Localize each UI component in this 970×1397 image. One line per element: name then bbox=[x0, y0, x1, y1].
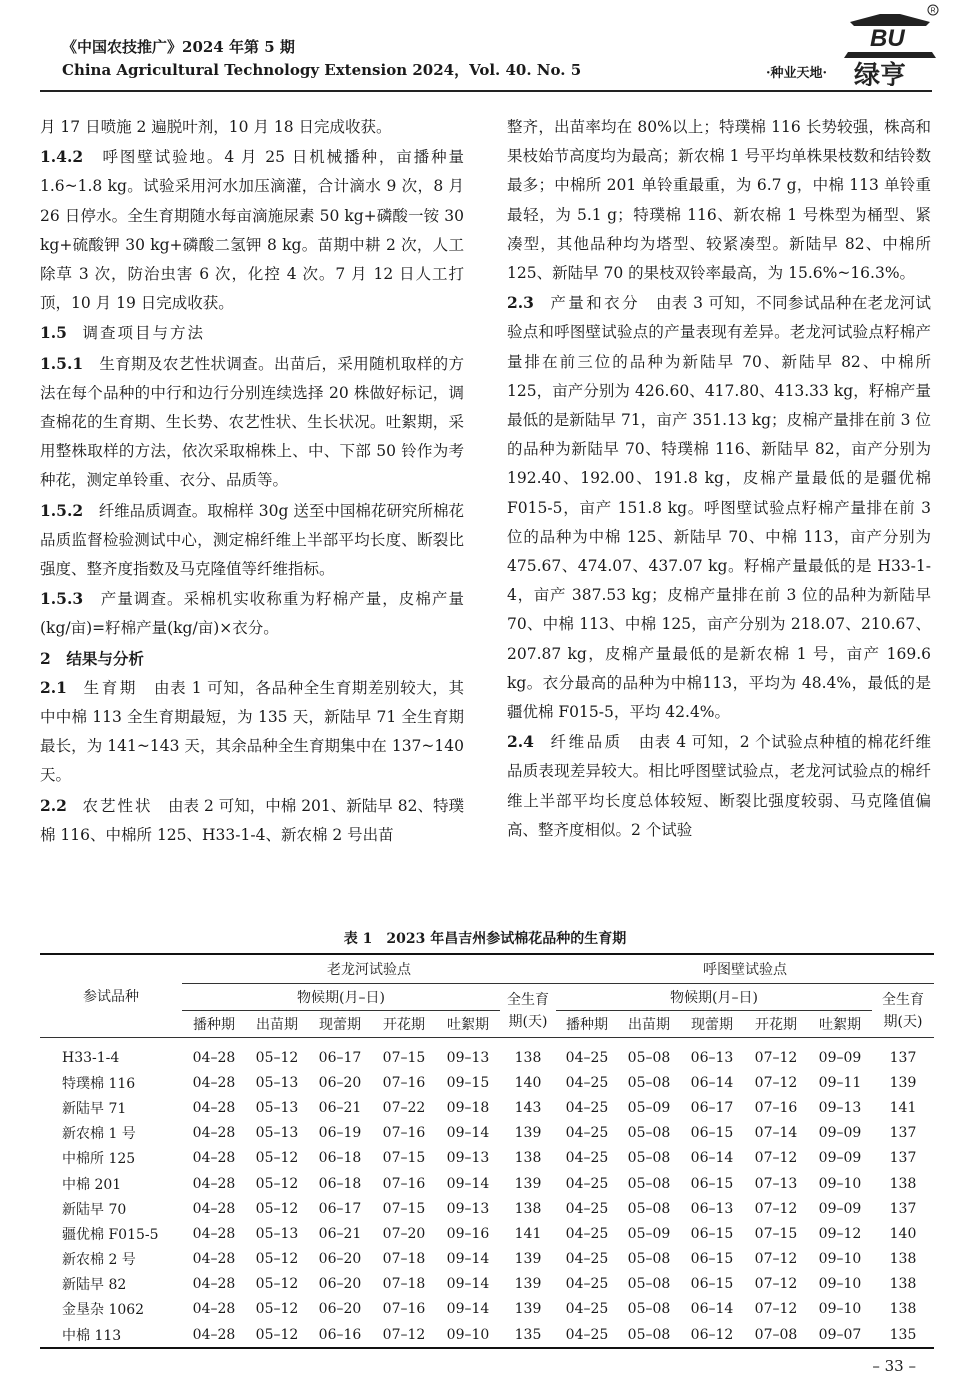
site2-total-cell: 137 bbox=[889, 1049, 917, 1066]
site1-date-cell: 09–14 bbox=[446, 1251, 490, 1268]
subsection-heading: 1.5 调查项目与方法 bbox=[40, 323, 205, 343]
site2-total-cell: 138 bbox=[889, 1175, 917, 1192]
table-row bbox=[40, 1322, 934, 1348]
site2-date-cell: 09–10 bbox=[818, 1276, 862, 1293]
site1-date-cell: 04–28 bbox=[192, 1175, 236, 1192]
lvheng-logo-icon bbox=[840, 2, 940, 86]
stage-header: 现蕾期 bbox=[308, 1011, 372, 1038]
site2-header: 呼图壁试验点 bbox=[556, 954, 934, 984]
site1-date-cell: 06–20 bbox=[318, 1301, 362, 1318]
table-caption: 表 1 2023 年昌吉州参试棉花品种的生育期 bbox=[343, 931, 627, 947]
site1-date-cell: 09–15 bbox=[446, 1074, 490, 1091]
site2-date-cell: 07–12 bbox=[754, 1200, 798, 1217]
site1-date-cell: 09–14 bbox=[446, 1276, 490, 1293]
stage-header: 吐絮期 bbox=[436, 1011, 500, 1038]
site2-date-cell: 04–25 bbox=[565, 1301, 609, 1318]
site1-date-cell: 07–18 bbox=[382, 1251, 426, 1268]
site2-date-cell: 09–09 bbox=[818, 1150, 862, 1167]
site1-date-cell: 06–20 bbox=[318, 1074, 362, 1091]
site1-date-cell: 06–16 bbox=[308, 1322, 372, 1348]
variety-cell: 疆优棉 F015-5 bbox=[62, 1226, 159, 1243]
site1-date-cell: 09–13 bbox=[446, 1150, 490, 1167]
site2-date-cell: 09–09 bbox=[818, 1049, 862, 1066]
paragraph: 月 17 日喷施 2 遍脱叶剂，10 月 18 日完成收获。 bbox=[40, 118, 392, 136]
site2-date-cell: 05–08 bbox=[627, 1150, 671, 1167]
site2-date-cell: 04–25 bbox=[565, 1099, 609, 1116]
site2-date-cell: 06–15 bbox=[690, 1175, 734, 1192]
paragraph: 2.4 纤维品质 由表 4 可知，2 个试验点种植的棉花纤维品质表现差异较大。相比呼图壁试验点，老龙河试验点的棉纤维上半部平均长度总体较短、断裂比强度较弱、马克隆值偏高、整齐度相似。2 个试验 bbox=[507, 732, 931, 839]
site2-date-cell: 06–15 bbox=[690, 1125, 734, 1142]
site1-date-cell: 07–16 bbox=[382, 1125, 426, 1142]
site1-date-cell: 06–17 bbox=[318, 1200, 362, 1217]
site2-date-cell: 05–08 bbox=[627, 1074, 671, 1091]
site2-date-cell: 06–13 bbox=[690, 1200, 734, 1217]
variety-cell: 中棉 113 bbox=[40, 1322, 182, 1348]
site1-date-cell: 04–28 bbox=[192, 1200, 236, 1217]
site1-date-cell: 05–13 bbox=[255, 1225, 299, 1242]
site2-date-cell: 05–08 bbox=[627, 1301, 671, 1318]
site1-date-cell: 07–16 bbox=[382, 1175, 426, 1192]
variety-cell: 新农棉 2 号 bbox=[62, 1252, 136, 1269]
site1-total-cell: 138 bbox=[514, 1049, 542, 1066]
site1-date-cell: 05–13 bbox=[255, 1074, 299, 1091]
growth-period-table bbox=[40, 953, 934, 1349]
site2-date-cell: 04–25 bbox=[565, 1049, 609, 1066]
site2-date-cell: 07–12 bbox=[754, 1049, 798, 1066]
site2-date-cell: 06–15 bbox=[690, 1225, 734, 1242]
table-row bbox=[40, 1196, 934, 1221]
site2-date-cell: 06–14 bbox=[690, 1150, 734, 1167]
stage-header: 出苗期 bbox=[246, 1011, 308, 1038]
paragraph: 1.4.2 呼图壁试验地。4 月 25 日机械播种，亩播种量 1.6~1.8 kg。试验采用河水加压滴灌，合计滴水 9 次，8 月 26 日停水。全生育期随水每亩滴施尿素 50 kg+磷酸一铵 30 kg+硫酸钾 30 kg+磷酸二氢钾 8 kg。苗期中耕 2 次，人工除草 3 次，防治虫害 6 次，化控 4 次。7 月 12 日人工打顶，10 月 19 日完成收获。 bbox=[40, 147, 464, 313]
site2-date-cell: 09–07 bbox=[808, 1322, 872, 1348]
site2-total-cell: 137 bbox=[889, 1200, 917, 1217]
variety-cell: 特璞棉 116 bbox=[62, 1075, 136, 1092]
site2-date-cell: 07–12 bbox=[754, 1150, 798, 1167]
site1-total-cell: 139 bbox=[514, 1276, 542, 1293]
table-row bbox=[40, 1038, 934, 1071]
site2-total-cell: 141 bbox=[889, 1099, 917, 1116]
site2-total-cell: 135 bbox=[872, 1322, 934, 1348]
site1-date-cell: 05–12 bbox=[255, 1200, 299, 1217]
site2-date-cell: 05–08 bbox=[627, 1049, 671, 1066]
site2-date-cell: 05–09 bbox=[627, 1225, 671, 1242]
site1-date-cell: 05–12 bbox=[255, 1175, 299, 1192]
site2-date-cell: 07–16 bbox=[754, 1099, 798, 1116]
site1-date-cell: 04–28 bbox=[182, 1322, 246, 1348]
site2-date-cell: 09–09 bbox=[818, 1200, 862, 1217]
site1-total-cell: 138 bbox=[514, 1200, 542, 1217]
table-row bbox=[40, 1121, 934, 1146]
table-row bbox=[40, 1297, 934, 1322]
site2-date-cell: 05–08 bbox=[627, 1276, 671, 1293]
site1-total-cell: 139 bbox=[514, 1125, 542, 1142]
site1-date-cell: 07–22 bbox=[382, 1099, 426, 1116]
site2-total-cell: 137 bbox=[889, 1150, 917, 1167]
site1-date-cell: 06–21 bbox=[318, 1099, 362, 1116]
site2-date-cell: 09–10 bbox=[818, 1301, 862, 1318]
site1-date-cell: 05–12 bbox=[255, 1251, 299, 1268]
variety-cell: 新陆早 70 bbox=[62, 1201, 127, 1218]
variety-cell: H33-1-4 bbox=[62, 1049, 120, 1066]
site1-date-cell: 04–28 bbox=[192, 1251, 236, 1268]
table-row bbox=[40, 1272, 934, 1297]
site1-date-cell: 06–18 bbox=[318, 1150, 362, 1167]
site1-date-cell: 09–16 bbox=[446, 1225, 490, 1242]
site1-date-cell: 09–18 bbox=[446, 1099, 490, 1116]
phenology-header: 物候期(月–日) bbox=[182, 984, 500, 1011]
site2-date-cell: 05–08 bbox=[627, 1200, 671, 1217]
site2-date-cell: 05–09 bbox=[627, 1099, 671, 1116]
site2-date-cell: 07–12 bbox=[754, 1251, 798, 1268]
site1-date-cell: 05–13 bbox=[255, 1099, 299, 1116]
site2-date-cell: 04–25 bbox=[565, 1175, 609, 1192]
right-column bbox=[507, 113, 931, 845]
site1-date-cell: 06–17 bbox=[318, 1049, 362, 1066]
site2-date-cell: 06–15 bbox=[690, 1251, 734, 1268]
site2-total-cell: 138 bbox=[889, 1301, 917, 1318]
site1-date-cell: 05–12 bbox=[255, 1150, 299, 1167]
site2-date-cell: 04–25 bbox=[565, 1200, 609, 1217]
paragraph: 1.5.3 产量调查。采棉机实收称重为籽棉产量，皮棉产量(kg/亩)=籽棉产量(kg/亩)×衣分。 bbox=[40, 589, 464, 638]
site1-total-cell: 140 bbox=[514, 1074, 542, 1091]
paragraph: 整齐，出苗率均在 80%以上；特璞棉 116 长势较强，株高和果枝始节高度均为最高；新农棉 1 号平均单株果枝数和结铃数最多；中棉所 201 单铃重最重，为 6.7 g，中棉 113 单铃重最轻，为 5.1 g；特璞棉 116、新农棉 1 号株型为桶型、紧凑型，其他品种均为塔型、较紧凑型。新陆早 82、中棉所 125、新陆早 70 的果枝双铃率最高，为 15.6%~16.3%。 bbox=[507, 118, 931, 283]
site2-date-cell: 04–25 bbox=[556, 1322, 618, 1348]
paragraph: 2.3 产量和衣分 由表 3 可知，不同参试品种在老龙河试验点和呼图壁试验点的产量表现有差异。老龙河试验点籽棉产量排在前三位的品种为新陆早 70、新陆早 82、中棉所 125，亩产分别为 426.60、417.80、413.33 kg，籽棉产量最低的是新陆早 71，亩产 351.13 kg；皮棉产量排在前 3 位的品种为新陆早 70、特璞棉 116、新陆早 82，亩产分别为 192.40、192.00、191.8 kg，皮棉产量最低的是疆优棉 F015-5，亩产 151.8 kg。呼图壁试验点籽棉产量排在前 3 位的品种为中棉 125、新陆早 70、中棉 113，亩产分别为 475.67、474.07、437.07 kg。籽棉产量最低的是 H33-1-4，亩产 387.53 kg；皮棉产量排在前 3 位的品种为新陆早 70、中棉 113、中棉 125，亩产分别为 218.07、210.67、207.87 kg，皮棉产量最低的是新农棉 1 号，亩产 169.6 kg。衣分最高的品种为中棉113，平均为 48.4%，最低的是疆优棉 F015-5，平均 42.4%。 bbox=[507, 293, 931, 722]
site2-date-cell: 06–15 bbox=[690, 1276, 734, 1293]
journal-title-cn: 《中国农技推广》2024 年第 5 期 bbox=[62, 38, 295, 56]
site1-date-cell: 06–19 bbox=[318, 1125, 362, 1142]
site2-date-cell: 05–08 bbox=[627, 1125, 671, 1142]
site1-total-cell: 138 bbox=[514, 1150, 542, 1167]
table-row bbox=[40, 1095, 934, 1120]
variety-cell: 新农棉 1 号 bbox=[62, 1126, 136, 1143]
site2-date-cell: 06–14 bbox=[690, 1301, 734, 1318]
table-body bbox=[40, 1038, 934, 1349]
site1-date-cell: 09–14 bbox=[446, 1125, 490, 1142]
site1-total-cell: 143 bbox=[514, 1099, 542, 1116]
variety-cell: 中棉所 125 bbox=[62, 1151, 136, 1168]
table-row bbox=[40, 1171, 934, 1196]
site2-date-cell: 07–14 bbox=[754, 1125, 798, 1142]
variety-header: 参试品种 bbox=[40, 954, 182, 1038]
site1-date-cell: 06–20 bbox=[318, 1251, 362, 1268]
site2-date-cell: 07–08 bbox=[744, 1322, 808, 1348]
site1-date-cell: 05–12 bbox=[255, 1049, 299, 1066]
site1-date-cell: 04–28 bbox=[192, 1225, 236, 1242]
site1-date-cell: 07–15 bbox=[382, 1200, 426, 1217]
site2-date-cell: 05–08 bbox=[627, 1251, 671, 1268]
paragraph: 1.5.1 生育期及农艺性状调查。出苗后，采用随机取样的方法在每个品种的中行和边行分别连续选择 20 株做好标记，调查棉花的生育期、生长势、农艺性状、生长状况。吐絮期，采用整株取样的方法，依次采取棉株上、中、下部 50 铃作为考种花，测定单铃重、衣分、品质等。 bbox=[40, 353, 464, 490]
site1-date-cell: 07–20 bbox=[382, 1225, 426, 1242]
svg-text:绿亨: 绿亨 bbox=[854, 61, 907, 86]
paragraph: 2.1 生育期 由表 1 可知，各品种全生育期差别较大，其中中棉 113 全生育期最短，为 135 天，新陆早 71 全生育期最长，为 141~143 天，其余品种全生育期集中在 137~140 天。 bbox=[40, 677, 464, 785]
site2-date-cell: 05–08 bbox=[627, 1175, 671, 1192]
table-row bbox=[40, 1247, 934, 1272]
site1-total-cell: 139 bbox=[514, 1301, 542, 1318]
site2-date-cell: 04–25 bbox=[565, 1276, 609, 1293]
site2-date-cell: 05–08 bbox=[618, 1322, 680, 1348]
site1-date-cell: 04–28 bbox=[192, 1074, 236, 1091]
site2-total-cell: 137 bbox=[889, 1125, 917, 1142]
site2-date-cell: 04–25 bbox=[565, 1251, 609, 1268]
site1-date-cell: 04–28 bbox=[192, 1125, 236, 1142]
site2-date-cell: 09–10 bbox=[818, 1175, 862, 1192]
site1-date-cell: 07–18 bbox=[382, 1276, 426, 1293]
site1-date-cell: 04–28 bbox=[192, 1099, 236, 1116]
site2-date-cell: 07–12 bbox=[754, 1276, 798, 1293]
site2-date-cell: 04–25 bbox=[565, 1125, 609, 1142]
site2-date-cell: 09–09 bbox=[818, 1125, 862, 1142]
site1-date-cell: 09–14 bbox=[446, 1175, 490, 1192]
site2-date-cell: 09–10 bbox=[818, 1251, 862, 1268]
site1-date-cell: 07–16 bbox=[382, 1074, 426, 1091]
site1-date-cell: 04–28 bbox=[192, 1049, 236, 1066]
paragraph: 2.2 农艺性状 由表 2 可知，中棉 201、新陆早 82、特璞棉 116、中棉所 125、H33-1-4、新农棉 2 号出苗 bbox=[40, 795, 464, 844]
site1-total-cell: 141 bbox=[514, 1225, 542, 1242]
site1-date-cell: 05–12 bbox=[246, 1322, 308, 1348]
stage-header: 播种期 bbox=[556, 1011, 618, 1038]
site2-date-cell: 09–12 bbox=[818, 1225, 862, 1242]
site1-date-cell: 09–13 bbox=[446, 1049, 490, 1066]
site1-total-cell: 135 bbox=[500, 1322, 556, 1348]
svg-text:BU: BU bbox=[870, 25, 905, 52]
site2-date-cell: 07–15 bbox=[754, 1225, 798, 1242]
site2-date-cell: 07–13 bbox=[754, 1175, 798, 1192]
paragraph: 1.5.2 纤维品质调查。取棉样 30g 送至中国棉花研究所棉花品质监督检验测试中心，测定棉纤维上半部平均长度、断裂比强度、整齐度指数及马克隆值等纤维指标。 bbox=[40, 500, 464, 579]
site2-total-cell: 138 bbox=[889, 1276, 917, 1293]
site1-date-cell: 09–13 bbox=[446, 1200, 490, 1217]
site1-date-cell: 09–14 bbox=[446, 1301, 490, 1318]
site1-date-cell: 04–28 bbox=[192, 1276, 236, 1293]
left-column bbox=[40, 113, 464, 850]
page-number: – 33 – bbox=[872, 1357, 916, 1375]
phenology-header: 物候期(月–日) bbox=[556, 984, 872, 1011]
site2-date-cell: 06–12 bbox=[680, 1322, 744, 1348]
site1-date-cell: 05–13 bbox=[255, 1125, 299, 1142]
site1-date-cell: 06–18 bbox=[318, 1175, 362, 1192]
site2-date-cell: 06–17 bbox=[690, 1099, 734, 1116]
journal-title-en: China Agricultural Technology Extension 2024，Vol. 40. No. 5 bbox=[62, 61, 582, 79]
total-period-header: 全生育 期(天) bbox=[500, 984, 556, 1038]
stage-header: 开花期 bbox=[744, 1011, 808, 1038]
site2-date-cell: 09–11 bbox=[818, 1074, 862, 1091]
site1-date-cell: 07–12 bbox=[372, 1322, 436, 1348]
variety-cell: 金垦杂 1062 bbox=[62, 1302, 145, 1319]
site1-date-cell: 04–28 bbox=[192, 1150, 236, 1167]
site1-date-cell: 07–15 bbox=[382, 1049, 426, 1066]
site1-date-cell: 09–10 bbox=[436, 1322, 500, 1348]
site1-date-cell: 06–20 bbox=[318, 1276, 362, 1293]
site2-date-cell: 04–25 bbox=[565, 1150, 609, 1167]
site2-date-cell: 04–25 bbox=[565, 1074, 609, 1091]
site1-date-cell: 06–21 bbox=[318, 1225, 362, 1242]
stage-header: 吐絮期 bbox=[808, 1011, 872, 1038]
svg-text:R: R bbox=[930, 7, 936, 15]
site2-date-cell: 07–12 bbox=[754, 1074, 798, 1091]
table-row bbox=[40, 1221, 934, 1246]
site2-date-cell: 07–12 bbox=[754, 1301, 798, 1318]
stage-header: 出苗期 bbox=[618, 1011, 680, 1038]
header-rule bbox=[40, 90, 932, 92]
section-heading: 2 结果与分析 bbox=[40, 648, 144, 668]
site1-date-cell: 05–12 bbox=[255, 1301, 299, 1318]
table-row bbox=[40, 1070, 934, 1095]
stage-header: 现蕾期 bbox=[680, 1011, 744, 1038]
site1-date-cell: 07–16 bbox=[382, 1301, 426, 1318]
site2-date-cell: 09–13 bbox=[818, 1099, 862, 1116]
variety-cell: 中棉 201 bbox=[62, 1176, 122, 1193]
site1-header: 老龙河试验点 bbox=[182, 954, 556, 984]
site2-total-cell: 139 bbox=[889, 1074, 917, 1091]
site2-date-cell: 06–14 bbox=[690, 1074, 734, 1091]
total-period-header: 全生育 期(天) bbox=[872, 984, 934, 1038]
page-header bbox=[40, 7, 936, 90]
variety-cell: 新陆早 82 bbox=[62, 1277, 127, 1294]
stage-header: 播种期 bbox=[182, 1011, 246, 1038]
site2-total-cell: 138 bbox=[889, 1251, 917, 1268]
site1-date-cell: 05–12 bbox=[255, 1276, 299, 1293]
site2-date-cell: 04–25 bbox=[565, 1225, 609, 1242]
site1-date-cell: 07–15 bbox=[382, 1150, 426, 1167]
site2-date-cell: 06–13 bbox=[690, 1049, 734, 1066]
site2-total-cell: 140 bbox=[889, 1225, 917, 1242]
variety-cell: 新陆早 71 bbox=[62, 1100, 127, 1117]
stage-header: 开花期 bbox=[372, 1011, 436, 1038]
site1-total-cell: 139 bbox=[514, 1175, 542, 1192]
column-name: ·种业天地· bbox=[766, 66, 828, 81]
table-row bbox=[40, 1146, 934, 1171]
site1-total-cell: 139 bbox=[514, 1251, 542, 1268]
site1-date-cell: 04–28 bbox=[192, 1301, 236, 1318]
